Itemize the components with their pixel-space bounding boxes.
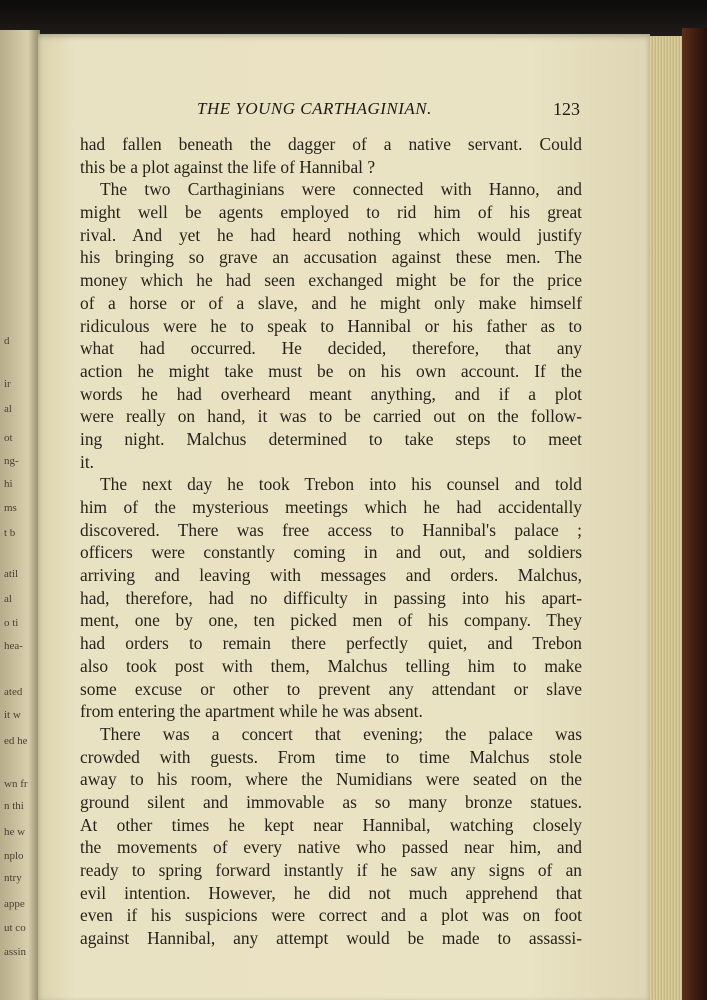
- text-line: away to his room, where the Numidians were seated on the: [80, 769, 582, 790]
- facing-page-fragment: hea-: [4, 640, 23, 652]
- text-line: ridiculous were he to speak to Hannibal or his father as to: [80, 315, 582, 336]
- text-line: had orders to remain there perfectly quiet, and Trebon: [80, 633, 582, 654]
- facing-page-fragment: it w: [4, 709, 21, 721]
- text-line: rival. And yet he had heard nothing which would justify: [80, 224, 582, 245]
- facing-page-fragment: o ti: [4, 617, 19, 629]
- text-line: also took post with them, Malchus telling him to make: [80, 655, 582, 676]
- facing-page-fragment: atil: [4, 568, 19, 580]
- facing-page-fragment: ed he: [4, 735, 28, 747]
- facing-page-fragment: ot: [4, 432, 13, 444]
- text-line: might well be agents employed to rid him of his great: [80, 202, 582, 223]
- text-line: The two Carthaginians were connected with Hanno, and: [100, 179, 582, 200]
- body-text: [80, 133, 582, 950]
- facing-page-fragment: assin: [4, 946, 26, 958]
- text-line: ready to spring forward instantly if he saw any signs of an: [80, 860, 582, 880]
- text-line: him of the mysterious meetings which he had accidentally: [80, 497, 582, 517]
- text-line: were really on hand, it was to be carried out on the follow-: [80, 406, 582, 427]
- text-line: had fallen beneath the dagger of a native servant. Could: [80, 134, 582, 154]
- text-line: crowded with guests. From time to time Malchus stole: [80, 746, 582, 767]
- text-line: of a horse or of a slave, and he might only make himself: [80, 292, 582, 313]
- text-line: ing night. Malchus determined to take steps to meet: [80, 428, 582, 449]
- facing-page-fragment: t b: [4, 527, 16, 539]
- text-line: At other times he kept near Hannibal, watching closely: [80, 814, 582, 835]
- facing-page-fragment: n thi: [4, 800, 24, 812]
- facing-page-fragment: d: [4, 335, 10, 347]
- text-line: action he might take must be on his own account. If the: [80, 360, 582, 381]
- text-line: arriving and leaving with messages and orders. Malchus,: [80, 565, 582, 586]
- facing-page-fragment: ntry: [4, 872, 22, 884]
- text-line: ment, one by one, ten picked men of his company. They: [80, 610, 582, 631]
- text-line: words he had overheard meant anything, and if a plot: [80, 383, 582, 404]
- text-line: this be a plot against the life of Hannibal ?: [80, 156, 376, 177]
- facing-page-fragment: hi: [4, 478, 13, 490]
- text-line: The next day he took Trebon into his counsel and told: [100, 474, 582, 495]
- text-line: evil intention. However, he did not much apprehend that: [80, 882, 582, 903]
- facing-page-fragment: nplo: [4, 850, 24, 862]
- text-line: what had occurred. He decided, therefore, that any: [80, 338, 582, 359]
- facing-page-edge: [0, 30, 40, 1000]
- page-number: 123: [553, 99, 580, 119]
- facing-page-fragment: ut co: [4, 922, 26, 934]
- facing-page-fragment: he w: [4, 826, 26, 838]
- facing-page-fragment: ir: [4, 378, 11, 390]
- text-line: There was a concert that evening; the palace was: [100, 723, 582, 744]
- text-line: it.: [80, 451, 95, 472]
- text-line: the movements of every native who passed near him, and: [80, 837, 582, 858]
- text-line: from entering the apartment while he was absent.: [80, 701, 423, 722]
- facing-page-fragment: al: [4, 403, 12, 415]
- text-line: ground silent and immovable as so many bronze statues.: [80, 791, 582, 812]
- top-shadow: [0, 0, 707, 36]
- facing-page-fragment: ated: [4, 686, 23, 698]
- text-line: money which he had seen exchanged might be for the price: [80, 270, 582, 291]
- running-title: THE YOUNG CARTHAGINIAN.: [197, 99, 432, 118]
- facing-page-fragment: appe: [4, 898, 25, 910]
- facing-page-fragment: ms: [4, 502, 17, 514]
- text-line: some excuse or other to prevent any attendant or slave: [80, 678, 582, 699]
- text-line: even if his suspicions were correct and a plot was on foot: [80, 905, 582, 926]
- facing-page-fragment: ng-: [4, 455, 19, 467]
- running-header: [160, 99, 580, 121]
- facing-page-fragment: al: [4, 593, 12, 605]
- page-stack-edge: [650, 36, 682, 1000]
- facing-page-fragment: wn fr: [4, 778, 28, 790]
- text-line: had, therefore, had no difficulty in passing into his apart-: [80, 587, 582, 608]
- book-cover-edge: [682, 28, 707, 1000]
- text-line: discovered. There was free access to Hannibal's palace ;: [80, 519, 582, 540]
- text-line: against Hannibal, any attempt would be made to assassi-: [80, 928, 582, 949]
- text-line: his bringing so grave an accusation against these men. The: [80, 247, 582, 268]
- text-line: officers were constantly coming in and out, and soldiers: [80, 542, 582, 563]
